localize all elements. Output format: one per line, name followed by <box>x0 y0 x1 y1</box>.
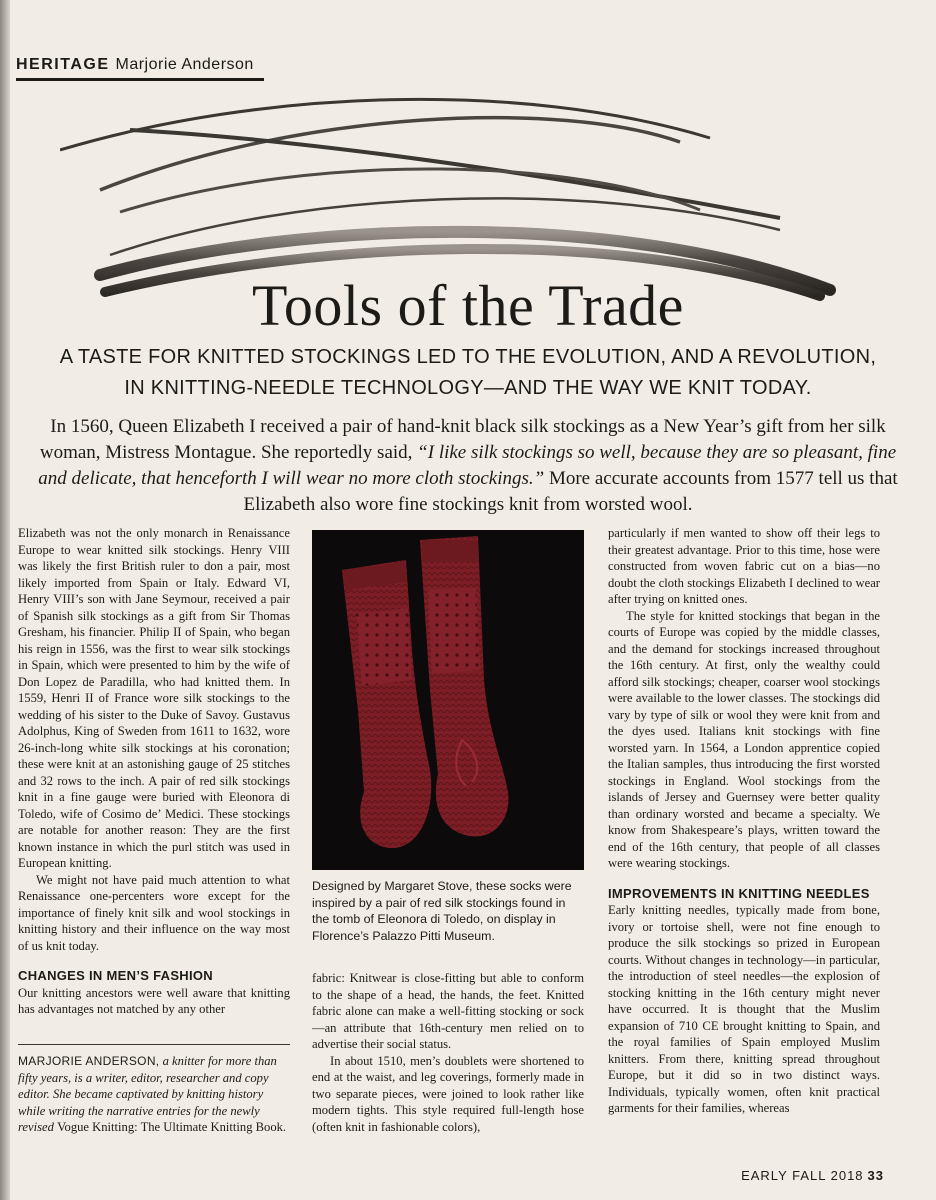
intro-text-a: In 1560, Queen Elizabeth I received a pair of hand-knit black silk stockings as a New Year’s gift from her silk woman, Mistress Montague. She reportedly said, <box>39 416 886 463</box>
subtitle-line-1: A TASTE FOR KNITTED STOCKINGS LED TO THE EVOLUTION, AND A REVOLUTION, <box>59 346 877 368</box>
page-number: 33 <box>867 1168 884 1183</box>
intro-quote: “I like silk stockings so well, because they are so pleasant, fine and delicate, that henceforth I will wear no more cloth stockings.” <box>38 442 897 489</box>
col1-paragraph-2: We might not have paid much attention to what Renaissance one-percenters wore except for the importance of finely knit silk and wool stockings in knitting history and their influence on the way most of us knit today. <box>18 872 290 953</box>
article-intro <box>36 414 900 518</box>
page-gutter-shadow <box>0 0 10 1200</box>
col3-paragraph-2: The style for knitted stockings that began in the courts of Europe was copied by the middle classes, and the demand for stockings increased throughout the 16th century. At first, only the wealthy could afford silk stockings; cheaper, coarser wool stockings were available to the lower classes. The stockings did vary by type of silk or wool they were knit from and the dyes used. Italians knit stockings with fine worsted yarn. In 1564, a London apprentice copied the Italian samples, thus introducing the first worsted stockings in England. Wool stockings from the islands of Jersey and Guernsey were better quality than ordinary worsted and became a specialty. We know from Shakespeare’s plays, written toward the end of the 16th century, that people of all classes were wearing stockings. <box>608 608 880 870</box>
heading-needle-improvements: IMPROVEMENTS IN KNITTING NEEDLES <box>608 885 870 901</box>
socks-photo <box>312 530 584 870</box>
column-1 <box>18 525 290 1018</box>
header-author: Marjorie Anderson <box>115 56 254 73</box>
col2-paragraph-2: In about 1510, men’s doublets were shortened to end at the waist, and leg coverings, formerly made in two separate pieces, were joined to look rather like modern tights. This style required full-length hose (often knit in fashionable colors), <box>312 1053 584 1134</box>
knitting-needles-illustration <box>60 70 840 305</box>
section-label: HERITAGE <box>16 56 110 73</box>
subtitle-line-2: IN KNITTING-NEEDLE TECHNOLOGY—AND THE WAY WE KNIT TODAY. <box>124 377 812 399</box>
column-2 <box>312 970 584 1135</box>
footer-issue: EARLY FALL 2018 <box>741 1168 864 1183</box>
article-subtitle <box>10 342 926 404</box>
col2-paragraph-1: fabric: Knitwear is close-fitting but able to conform to the shape of a head, the hands, the feet. Knitted fabric alone can make a well-fitting stocking or sock—an attribute that 16th-century men relied on to advertise their social status. <box>312 971 584 1051</box>
col1-paragraph-1: Elizabeth was not the only monarch in Renaissance Europe to wear knitted silk stockings. Henry VIII was likely the first British ruler to don a pair, most likely imported from Spain or Italy. Edward VI, Henry VIII’s son with Jane Seymour, received a pair of Spanish silk stockings as a gift from Sir Thomas Gresham, his financier. Philip II of Spain, who began his reign in 1556, was the first to wear silk stockings in Spain, which were presented to him by the wife of Don Lopez de Paradilla, who had knitted them. In 1559, Henri II of France wore silk stockings to the wedding of his sister to the Duke of Savoy. Gustavus Adolphus, King of Sweden from 1611 to 1632, wore 26-inch-long white silk stockings at his coronation; these were knit at an astonishing gauge of 25 stitches and 32 rows to the inch. A pair of red silk stockings knit in a fine gauge were buried with Eleonora di Toledo, wife of Cosimo de’ Medici. These stockings are notable for another reason: They are the first known instance in which the purl stitch was used in European knitting. <box>18 526 290 870</box>
bio-text: a knitter for more than fifty years, is a writer, editor, researcher and copy editor. She became captivated by knitting history while writing the narrative entries for the newly revised <box>18 1054 277 1134</box>
column-3 <box>608 525 880 1117</box>
col3-paragraph-3: Early knitting needles, typically made from bone, ivory or tortoise shell, were not fine enough to produce the silk stockings so prized in European courts. Without changes in technology—in particular, the introduction of steel needles—the explosion of stocking knitting in the 16th century might never have occurred. It is thought that the Muslim expansion of 710 CE brought knitting to Spain, and the royal families of Spain employed Muslim knitters. From there, knitting spread throughout Europe, but it did so in two distinct ways. Individuals, typically women, often knit practical garments for their families, whereas <box>608 903 880 1115</box>
bio-book-title: Vogue Knitting: The Ultimate Knitting Book. <box>57 1120 287 1134</box>
col3-paragraph-1: particularly if men wanted to show off their legs to their greatest advantage. Prior to this time, hose were constructed from woven fabric cut on a bias—no doubt the cloth stockings Elizabeth I declined to wear after trying on knitted ones. <box>608 526 880 606</box>
red-silk-socks-image <box>312 530 584 870</box>
article-title: Tools of the Trade <box>252 273 684 338</box>
intro-text-b: More accurate accounts from 1577 tell us that Elizabeth also wore fine stockings knit from worsted wool. <box>243 468 898 515</box>
heading-mens-fashion: CHANGES IN MEN’S FASHION <box>18 968 213 983</box>
col1-paragraph-3: Our knitting ancestors were well aware that knitting has advantages not matched by any other <box>18 985 290 1016</box>
photo-caption: Designed by Margaret Stove, these socks were inspired by a pair of red silk stockings found in the tomb of Eleonora di Toledo, on display in Florence’s Palazzo Pitti Museum. <box>312 879 572 943</box>
author-bio <box>18 1044 290 1136</box>
bio-author-name: MARJORIE ANDERSON, <box>18 1054 160 1068</box>
page-footer <box>741 1168 884 1183</box>
